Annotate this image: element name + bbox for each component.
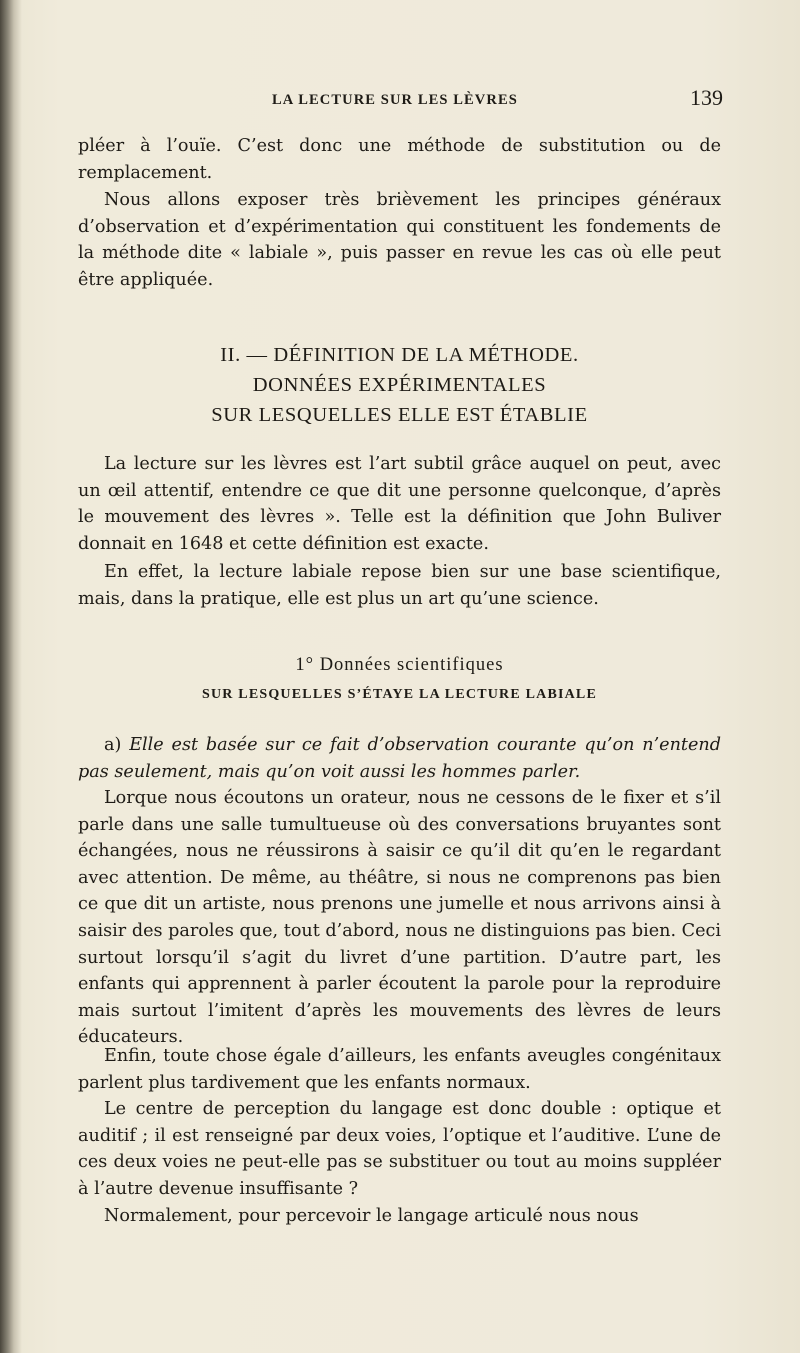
body-paragraph-4: Normalement, pour percevoir le langage articulé nous nous xyxy=(104,1206,639,1226)
body-paragraph-1: Lorque nous écoutons un orateur, nous ne cessons de le fixer et s’il parle dans une salle tumultueuse où des conversations bruyantes sont échangées, nous ne réussirons à saisir ce qu’il dit qu’en le regardant avec attention. De même, au théâtre, si nous ne comprenons pas bien ce que dit un artiste, nous prenons une jumelle et nous arrivons ainsi à saisir des paroles que, tout d’abord, nous ne distinguions pas bien. Ceci surtout lorsqu’il s’agit du livret d’une partition. D’autre part, les enfants qui apprennent à parler écoutent la parole pour la reproduire mais surtout l’imitent d’après les mouvements des lèvres de leurs éducateurs. xyxy=(78,788,721,1048)
definition-paragraph-2: En effet, la lecture labiale repose bien sur une base scientifique, mais, dans la pratique, elle est plus un art qu’une science. xyxy=(78,562,721,609)
body-paragraph-2: Enfin, toute chose égale d’ailleurs, les enfants aveugles congénitaux parlent plus tardivement que les enfants normaux. xyxy=(78,1046,721,1093)
book-spine-shadow xyxy=(0,0,22,1353)
point-a-label: a) xyxy=(104,735,122,755)
point-a-paragraph xyxy=(78,732,721,785)
body-paragraph-3: Le centre de perception du langage est donc double : optique et auditif ; il est renseigné par deux voies, l’optique et l’auditive. L’une de ces deux voies ne peut-elle pas se substituer ou tout au moins suppléer à l’autre devenue insuffisante ? xyxy=(78,1099,721,1199)
running-title: LA LECTURE SUR LES LÈVRES xyxy=(272,92,518,108)
page-header xyxy=(80,85,725,118)
section-heading-line-1: II. — DÉFINITION DE LA MÉTHODE. xyxy=(220,344,579,366)
intro-paragraph-2: Nous allons exposer très brièvement les principes généraux d’observation et d’expérimentation qui constituent les fondements de la méthode dite « labiale », puis passer en revue les cas où elle peut être appliquée. xyxy=(78,190,721,290)
section-heading xyxy=(78,340,721,430)
page-number: 139 xyxy=(690,85,723,110)
section-heading-line-3: SUR LESQUELLES ELLE EST ÉTABLIE xyxy=(211,404,588,426)
section-heading-line-2: DONNÉES EXPÉRIMENTALES xyxy=(252,374,547,396)
intro-paragraph-1: pléer à l’ouïe. C’est donc une méthode de substitution ou de remplacement. xyxy=(78,136,721,183)
subsection-heading xyxy=(78,650,721,710)
subsection-heading-line-2: SUR LESQUELLES S’ÉTAYE LA LECTURE LABIALE xyxy=(201,687,598,702)
definition-paragraph-1: La lecture sur les lèvres est l’art subtil grâce auquel on peut, avec un œil attentif, entendre ce que dit une personne quelconque, d’après le mouvement des lèvres ». Telle est la définition que John Buliver donnait en 1648 et cette définition est exacte. xyxy=(78,454,721,554)
subsection-heading-line-1: 1° Données scientifiques xyxy=(295,655,504,675)
point-a-statement: Elle est basée sur ce fait d’observation courante qu’on n’entend pas seulement, mais qu’on voit aussi les hommes parler. xyxy=(78,735,721,782)
